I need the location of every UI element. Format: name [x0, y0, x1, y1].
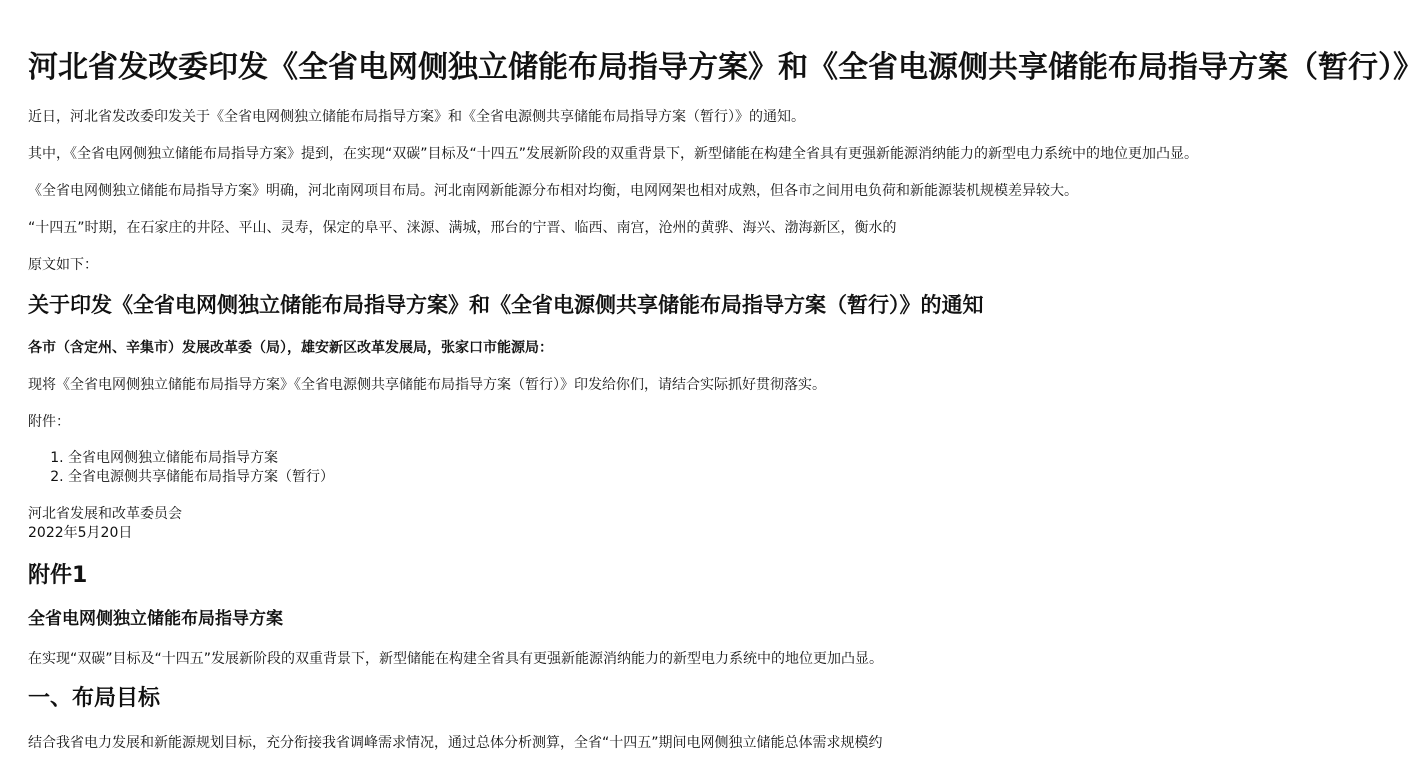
intro-paragraph: 近日，河北省发改委印发关于《全省电网侧独立储能布局指导方案》和《全省电源侧共享储能布局指导方案（暂行）》的通知。 [28, 109, 805, 125]
annex1-paragraph: 在实现“双碳”目标及“十四五”发展新阶段的双重背景下，新型储能在构建全省具有更强新能源消纳能力的新型电力系统中的地位更加凸显。 [28, 651, 884, 667]
attachment-item[interactable]: 1. 全省电网侧独立储能布局指导方案 [68, 449, 334, 468]
paragraph-2: 《全省电网侧独立储能布局指导方案》明确，河北南网项目布局。河北南网新能源分布相对均衡，电网网架也相对成熟，但各市之间用电负荷和新能源装机规模差异较大。 [28, 183, 1078, 199]
recipients: 各市（含定州、辛集市）发展改革委（局），雄安新区改革发展局，张家口市能源局： [28, 340, 553, 356]
attachments-label: 附件： [28, 414, 70, 430]
annex1-heading: 附件1 [28, 563, 88, 588]
annex1-title: 全省电网侧独立储能布局指导方案 [28, 609, 283, 629]
attachment-item[interactable]: 2. 全省电源侧共享储能布局指导方案（暂行） [68, 468, 334, 487]
notice-title: 关于印发《全省电网侧独立储能布局指导方案》和《全省电源侧共享储能布局指导方案（暂行）》的通知 [28, 293, 984, 317]
section1-paragraph: 结合我省电力发展和新能源规划目标，充分衔接我省调峰需求情况，通过总体分析测算，全省“十四五”期间电网侧独立储能总体需求规模约 [28, 735, 883, 751]
paragraph-1: 其中，《全省电网侧独立储能布局指导方案》提到，在实现“双碳”目标及“十四五”发展新阶段的双重背景下，新型储能在构建全省具有更强新能源消纳能力的新型电力系统中的地位更加凸显。 [28, 146, 1199, 162]
notice-body: 现将《全省电网侧独立储能布局指导方案》《全省电源侧共享储能布局指导方案（暂行）》印发给你们，请结合实际抓好贯彻落实。 [28, 377, 826, 393]
original-label: 原文如下： [28, 257, 98, 273]
signature-date: 2022年5月20日 [28, 525, 133, 541]
article-title: 河北省发改委印发《全省电网侧独立储能布局指导方案》和《全省电源侧共享储能布局指导方案（暂行）》 [28, 50, 1423, 85]
signature-org: 河北省发展和改革委员会 [28, 506, 182, 522]
paragraph-3: “十四五”时期，在石家庄的井陉、平山、灵寿，保定的阜平、涞源、满城，邢台的宁晋、临西、南宫，沧州的黄骅、海兴、渤海新区，衡水的 [28, 220, 897, 236]
section1-heading: 一、布局目标 [28, 686, 161, 711]
attachments-list [28, 449, 334, 487]
